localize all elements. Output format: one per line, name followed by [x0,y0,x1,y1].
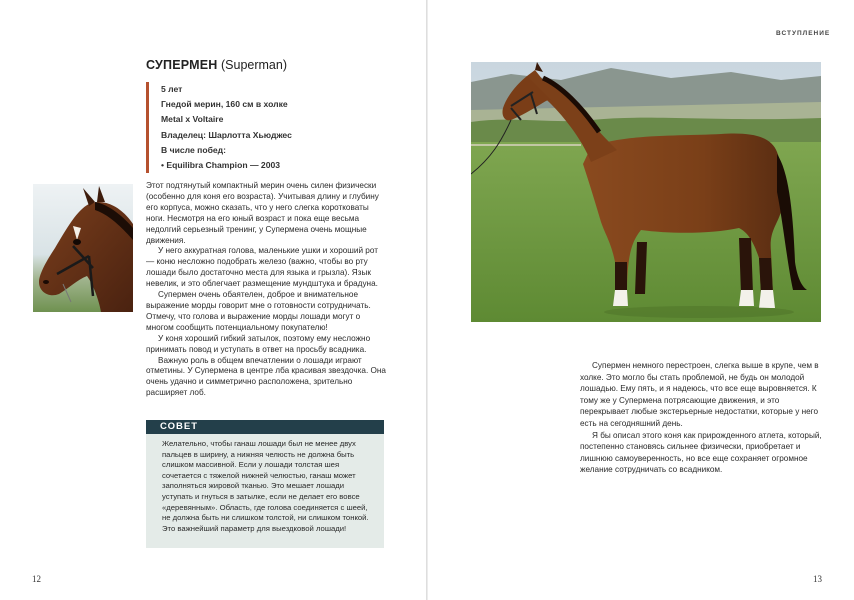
fact-wins-label: В числе побед: [161,144,227,155]
page-number-right: 13 [813,574,822,584]
right-page [428,0,854,600]
paragraph: Супермен очень обаятелен, доброе и внимательное выражение морды говорит мне о готовности сотрудничать. Отмечу, что голова и выражение морды лошади могут о многом сообщить потенциальному покупателю! [146,290,371,332]
horse-head-photo [33,184,133,312]
paragraph: У коня хороший гибкий затылок, поэтому ему несложно принимать повод и уступать в ответ на просьбу всадника. [146,333,371,354]
fact-owner: Владелец: Шарлотта Хьюджес [161,129,292,140]
paragraph: Я бы описал этого коня как прирожденного атлета, который, постепенно становясь сильнее физически, приобретает и лишнюю самоуверенность, но все еще сохраняет огромное желание сотрудничать со всадником. [580,430,822,475]
tip-box [146,434,384,548]
fact-win: • Equilibra Champion — 2003 [161,160,281,171]
page-number-left: 12 [32,574,41,584]
tip-title: СОВЕТ [146,420,384,434]
horse-standing-photo [471,62,821,322]
paragraph: Супермен немного перестроен, слегка выше в крупе, чем в холке. Это могло бы стать проблемой, не будь он молодой лошадью. Ему пять, и я надеюсь, что все еще выровняется. К тому же у Супермена потрясающие движения, и это перекрывает любые экстерьерные недостатки, которые у него есть на сегодняшний день. [580,361,819,428]
section-title: ВСТУПЛЕНИЕ [776,30,831,37]
paragraph: Важную роль в общем впечатлении о лошади играют отметины. У Супермена в центре лба красивая звездочка. Она очень удачно и симметрично расположена, зрительно расширяет лоб. [146,355,386,398]
fact-pedigree: Metal x Voltaire [161,114,224,125]
paragraph: Этот подтянутый компактный мерин очень силен физически (особенно для коня его возраста). Учитывая длину и глубину его корпуса, можно сказать, что у него слегка коротковаты ноги. Несмотря на его юный возраст и пока еще весьма недолгий серьезный тренинг, у Супермена очень мощные движения. [146,181,379,245]
paragraph: У него аккуратная голова, маленькие ушки и хороший рот — коню несложно подобрать железо (важно, чтобы во рту лошади было достаточно места для языка и грызла). Язык невелик, и это облегчает размещение мундштука и брадуна. [146,246,378,289]
horse-name-alt: (Superman) [221,58,287,72]
fact-age: 5 лет [161,84,183,94]
right-body-text [580,360,822,476]
tip-text: Желательно, чтобы ганаш лошади был не менее двух пальцев в ширину, а нижняя челюсть не должна быть слишком массивной. Если у лошади толстая шея сочетается с тяжелой нижней челюстью, ганаш может заполняться жировой тканью. Это мешает лошади уступать и гнуться в затылке, если не делает его вовсе «деревянным». Область, где голова соединяется с шеей, не должна быть ни слишком толстой, ни слишком тонкой. Это важнейший параметр для выездковой лошади! [162,439,369,533]
fact-breed: Гнедой мерин, 160 см в холке [161,99,288,110]
horse-facts [146,82,381,173]
horse-title [146,58,287,72]
left-body-text [146,181,386,399]
left-page [0,0,426,600]
horse-name: СУПЕРМЕН [146,58,218,72]
